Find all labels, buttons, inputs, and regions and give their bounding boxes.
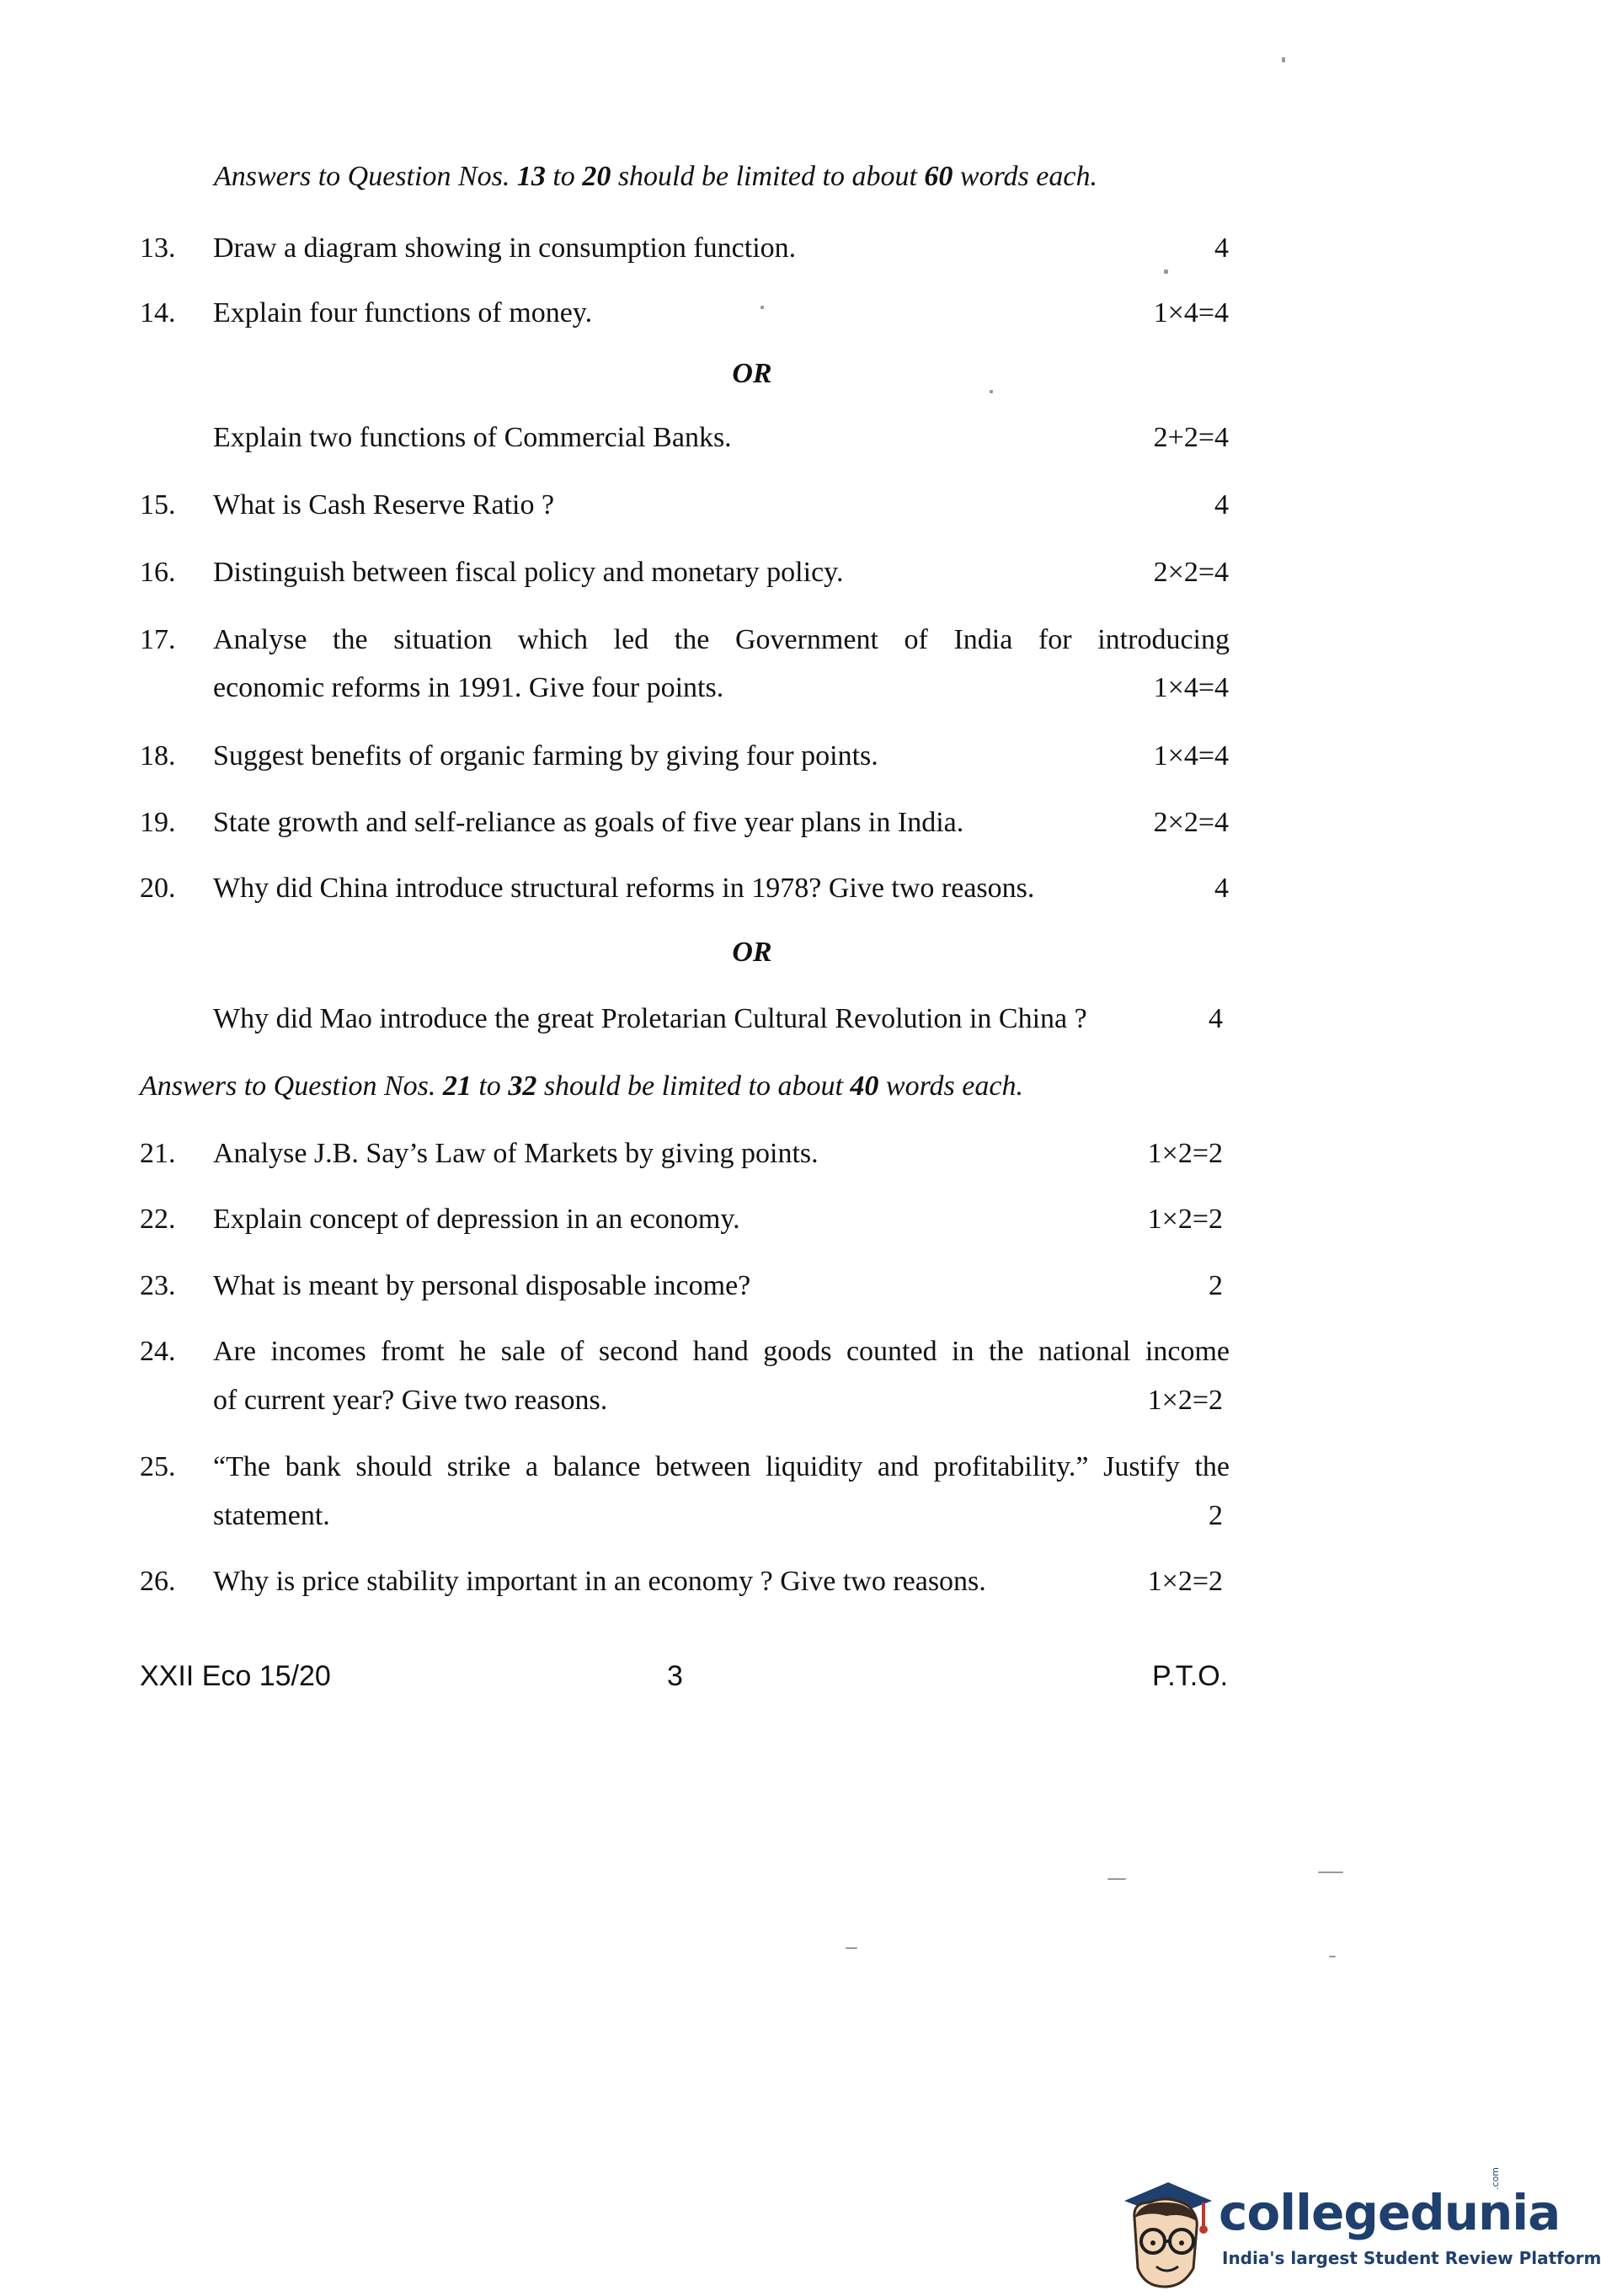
question-marks: 2+2=4 (1153, 422, 1229, 453)
question-text: What is meant by personal disposable income? (213, 1270, 751, 1301)
instruction-to-word: to (552, 161, 575, 192)
instruction-pre: Answers to Question Nos. (214, 161, 510, 192)
instruction-from: 13 (516, 161, 546, 192)
question-number: 20. (140, 873, 176, 904)
question-number: 24. (140, 1336, 176, 1367)
question-number: 17. (140, 624, 176, 655)
question-number: 23. (140, 1270, 176, 1301)
instruction-post: words each. (885, 1071, 1023, 1102)
instruction-to: 20 (582, 161, 611, 192)
question-text: Suggest benefits of organic farming by giving four points. (213, 740, 878, 772)
question-number: 14. (140, 297, 176, 328)
question-number: 18. (140, 740, 176, 772)
question-marks: 4 (1214, 489, 1229, 521)
question-text (213, 1450, 1230, 1484)
scan-speck (846, 1947, 857, 1949)
question-marks: 1×2=2 (1147, 1204, 1223, 1235)
instruction-from: 21 (442, 1071, 472, 1102)
question-number: 16. (140, 557, 176, 588)
scan-speck (1282, 57, 1285, 62)
question-marks: 1×4=4 (1153, 740, 1229, 772)
logo-tagline: India's largest Student Review Platform (1222, 2248, 1601, 2268)
question-marks: 1×4=4 (1153, 297, 1229, 328)
instruction-words: 60 (924, 161, 953, 192)
scan-speck (1107, 1878, 1126, 1880)
instruction-mid: should be limited to about (543, 1071, 843, 1102)
instruction-to-word: to (478, 1071, 501, 1102)
instruction-q21-32 (140, 1070, 1023, 1103)
scan-speck (1318, 1872, 1343, 1873)
question-marks: 1×2=2 (1147, 1138, 1223, 1169)
question-marks: 2×2=4 (1153, 807, 1229, 838)
question-text: State growth and self-reliance as goals of five year plans in India. (213, 807, 964, 838)
question-text: Distinguish between fiscal policy and monetary policy. (213, 557, 844, 588)
instruction-words: 40 (850, 1071, 879, 1102)
logo-wordmark: collegedunia (1219, 2184, 1561, 2241)
question-text (213, 1335, 1230, 1369)
or-divider: OR (732, 358, 772, 389)
question-marks: 4 (1214, 232, 1229, 264)
question-text: Why did China introduce structural reforms in 1978? Give two reasons. (213, 873, 1035, 904)
student-mascot-icon (1116, 2169, 1217, 2296)
scan-speck (1329, 1956, 1336, 1957)
question-marks: 1×2=2 (1147, 1385, 1223, 1416)
paper-code: XXII Eco 15/20 (140, 1660, 331, 1692)
question-number: 22. (140, 1204, 176, 1235)
collegedunia-logo (1116, 2167, 1601, 2296)
question-marks: 1×4=4 (1153, 672, 1229, 703)
question-text-line2: statement. (213, 1500, 330, 1531)
question-text-line1: “The bank should strike a balance between liquidity and profitability.” Justify the (213, 1451, 1230, 1482)
question-marks: 2 (1209, 1270, 1223, 1301)
question-number: 15. (140, 489, 176, 521)
question-text: Analyse J.B. Say’s Law of Markets by giving points. (213, 1138, 819, 1169)
question-text: Why did Mao introduce the great Proletarian Cultural Revolution in China ? (213, 1003, 1087, 1034)
question-number: 26. (140, 1566, 176, 1597)
question-text: Explain two functions of Commercial Banks. (213, 422, 732, 453)
scan-speck (1164, 270, 1168, 274)
logo-domain: .com (1490, 2167, 1501, 2190)
question-text-line1: Analyse the situation which led the Government of India for introducing (213, 624, 1230, 655)
question-text (213, 623, 1230, 657)
question-number: 13. (140, 232, 176, 264)
please-turn-over: P.T.O. (1152, 1660, 1229, 1692)
question-text: Explain concept of depression in an economy. (213, 1204, 740, 1235)
scan-speck (990, 390, 993, 393)
question-text-line2: economic reforms in 1991. Give four points. (213, 672, 724, 703)
instruction-mid: should be limited to about (617, 161, 917, 192)
scan-speck (760, 306, 764, 309)
question-text: Why is price stability important in an economy ? Give two reasons. (213, 1566, 986, 1597)
question-marks: 1×2=2 (1147, 1566, 1223, 1597)
question-text: Explain four functions of money. (213, 297, 593, 328)
question-marks: 2×2=4 (1153, 557, 1229, 588)
question-text: What is Cash Reserve Ratio ? (213, 489, 555, 521)
question-text: Draw a diagram showing in consumption function. (213, 232, 797, 264)
question-text-line1: Are incomes fromt he sale of second hand goods counted in the national income (213, 1336, 1230, 1367)
page-number: 3 (667, 1660, 683, 1692)
question-number: 19. (140, 807, 176, 838)
question-marks: 4 (1214, 873, 1229, 904)
instruction-to: 32 (508, 1071, 537, 1102)
question-number: 25. (140, 1451, 176, 1482)
question-text-line2: of current year? Give two reasons. (213, 1385, 608, 1416)
or-divider: OR (732, 937, 772, 968)
instruction-post: words each. (959, 161, 1097, 192)
question-marks: 2 (1209, 1500, 1223, 1531)
instruction-pre: Answers to Question Nos. (140, 1071, 436, 1102)
instruction-q13-20 (214, 160, 1097, 194)
question-marks: 4 (1209, 1003, 1223, 1034)
question-number: 21. (140, 1138, 176, 1169)
